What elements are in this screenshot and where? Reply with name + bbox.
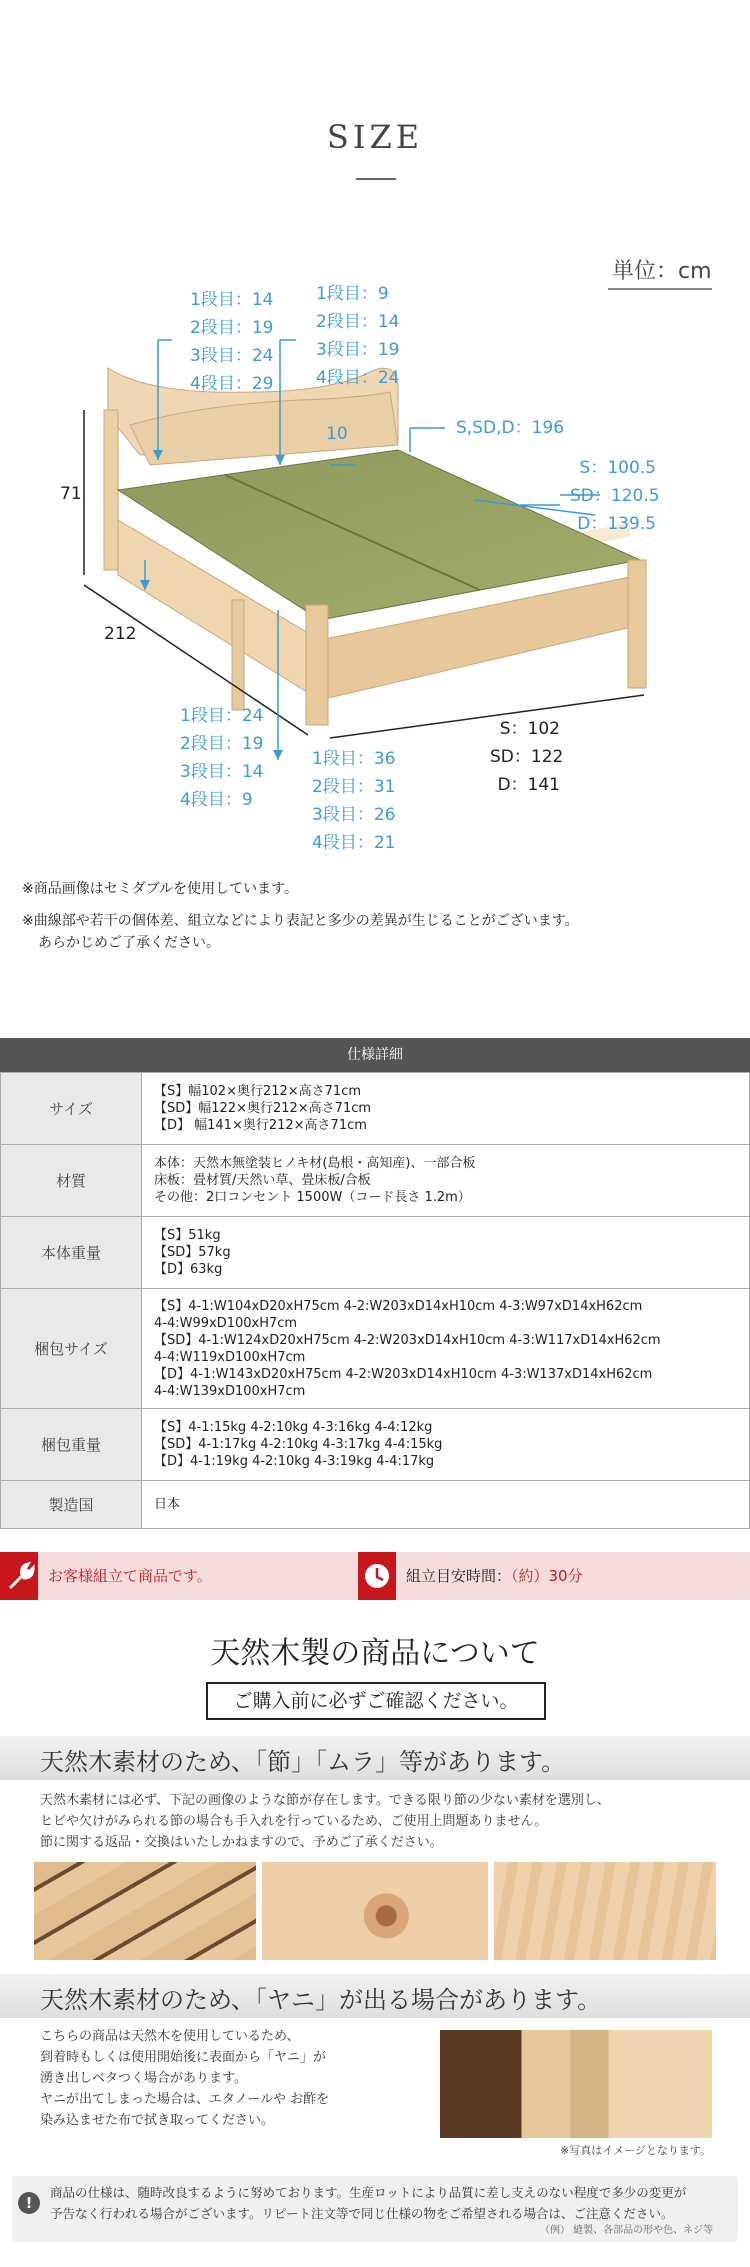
bed-post-rear-right xyxy=(232,600,244,710)
under-left-2: 2段目：19 xyxy=(180,734,264,754)
under-clearance-left xyxy=(180,702,263,814)
spec-label: 材質 xyxy=(1,1145,142,1217)
spec-row-package-weight xyxy=(1,1409,750,1481)
spec-row-package-size xyxy=(1,1289,750,1409)
width-inner xyxy=(570,454,660,538)
headboard-height-3: 3段目：24 xyxy=(190,346,274,366)
natural-wood-title: 天然木製の商品について xyxy=(210,1636,540,1671)
section-knots-band xyxy=(0,1736,750,1780)
bottom-note-line-2: 予告なく行われる場合がございます。リピート注文等で同じ仕様の物をご希望される場合は、ご注意ください。 xyxy=(50,2206,674,2221)
spec-table xyxy=(0,1072,750,1529)
shelf-height-3: 3段目：19 xyxy=(316,340,400,360)
assembly-required-text: お客様組立て商品です。 xyxy=(48,1567,212,1585)
wood-grain-photo-3 xyxy=(494,1862,716,1960)
bottom-note xyxy=(12,2176,738,2242)
bottom-note-caption: （例） 縫製、各部品の形や色、ネジ等 xyxy=(540,2225,714,2236)
confirm-before-purchase: ご購入前に必ずご確認ください。 xyxy=(206,1682,546,1720)
assembly-time-label: 組立目安時間： xyxy=(406,1567,512,1585)
spec-value: 日本 xyxy=(142,1481,750,1529)
headboard-height-4: 4段目：29 xyxy=(190,374,274,394)
note-semidouble: ※商品画像はセミダブルを使用しています。 xyxy=(22,881,299,897)
exclamation-icon: ! xyxy=(18,2192,40,2214)
spec-label: 梱包重量 xyxy=(1,1409,142,1481)
assembly-time-value: （約）30分 xyxy=(511,1567,583,1585)
unit-label: 単位：cm xyxy=(612,259,712,284)
under-right-2: 2段目：31 xyxy=(312,777,396,797)
section-knots-text: 天然木素材には必ず、下記の画像のような節が存在します。できる限り節の少ない素材を選別し、 ヒビや欠けがみられる節の場合も手入れを行っているため、ご使用上問題ありません。 節に関する返品・交換はいたしかねますので、予めご了承ください。 xyxy=(40,1793,610,1850)
wood-knot-photo-2 xyxy=(262,1862,488,1960)
spec-value: 【S】51kg 【SD】57kg 【D】63kg xyxy=(142,1217,750,1289)
spec-row-material xyxy=(1,1145,750,1217)
assembly-strip xyxy=(0,1552,750,1600)
spec-label: 本体重量 xyxy=(1,1217,142,1289)
spec-label: サイズ xyxy=(1,1073,142,1145)
under-left-3: 3段目：14 xyxy=(180,762,264,782)
under-right-4: 4段目：21 xyxy=(312,833,396,853)
under-left-1: 1段目：24 xyxy=(180,706,264,726)
spec-value: 【S】4-1:15kg 4-2:10kg 4-3:16kg 4-4:12kg 【SD】4-1:17kg 4-2:10kg 4-3:17kg 4-4:15kg 【D】4-1:19kg 4-2:10kg 4-3:19kg 4-4:17kg xyxy=(142,1409,750,1481)
resin-photo xyxy=(440,2030,712,2138)
wrench-icon xyxy=(0,1552,38,1600)
depth-total: 212 xyxy=(104,624,137,644)
headboard-heights xyxy=(190,286,273,398)
note-apology: あらかじめご了承ください。 xyxy=(38,935,220,951)
shelf-height-4: 4段目：24 xyxy=(316,368,400,388)
under-right-3: 3段目：26 xyxy=(312,805,396,825)
wood-knot-photo-1 xyxy=(34,1862,256,1960)
spec-header: 仕様詳細 xyxy=(0,1038,750,1072)
bed-post-left-rear xyxy=(104,410,118,570)
size-title: SIZE xyxy=(326,118,424,156)
shelf-height-2: 2段目：14 xyxy=(316,312,400,332)
section-resin-band xyxy=(0,1974,750,2018)
spec-value: 【S】4-1:W104xD20xH75cm 4-2:W203xD14xH10cm 4-3:W97xD14xH62cm 4-4:W99xD100xH7cm 【SD】4-1:W124xD20xH75cm 4-2:W203xD14xH10cm 4-3:W117xD14xH62cm 4-4:W119xD100xH7cm 【D】4-1:W143xD20xH75cm 4-2:W203xD14xH10cm 4-3:W137xD14xH62cm 4-4:W139xD100xH7cm xyxy=(142,1289,750,1409)
spec-row-weight xyxy=(1,1217,750,1289)
spec-row-country xyxy=(1,1481,750,1529)
bottom-note-line-1: 商品の仕様は、随時改良するように努めております。生産ロットにより品質に差し支えのない程度で多少の変更が xyxy=(50,2185,687,2200)
clock-icon xyxy=(358,1552,396,1600)
width-inner-d: D：139.5 xyxy=(577,514,656,534)
width-outer-s: S：102 xyxy=(499,719,560,739)
spec-value: 【S】幅102×奥行212×高さ71cm 【SD】幅122×奥行212×高さ71cm 【D】 幅141×奥行212×高さ71cm xyxy=(142,1073,750,1145)
section-knots-heading: 天然木素材のため、「節」「ムラ」等があります。 xyxy=(40,1748,566,1776)
under-right-1: 1段目：36 xyxy=(312,749,396,769)
image-note: ※写真はイメージとなります。 xyxy=(560,2144,712,2157)
shelf-heights xyxy=(316,280,399,392)
headboard-height-2: 2段目：19 xyxy=(190,318,274,338)
length-inner: S,SD,D：196 xyxy=(456,418,565,438)
shelf-height-1: 1段目：9 xyxy=(316,284,389,304)
width-outer-d: D：141 xyxy=(497,775,560,795)
under-left-4: 4段目：9 xyxy=(180,790,253,810)
spec-label: 製造国 xyxy=(1,1481,142,1529)
under-clearance-right xyxy=(312,745,395,857)
spec-label: 梱包サイズ xyxy=(1,1289,142,1409)
height-total: 71 xyxy=(60,484,82,504)
spec-value: 本体：天然木無塗装ヒノキ材(島根・高知産)、一部合板 床板：畳材質/天然い草、畳床板/合板 その他：2口コンセント 1500W（コード長さ 1.2m） xyxy=(142,1145,750,1217)
width-outer xyxy=(490,715,564,799)
bed-post-right-front xyxy=(628,560,646,688)
headboard-height-1: 1段目：14 xyxy=(190,290,274,310)
section-resin-heading: 天然木素材のため、「ヤニ」が出る場合があります。 xyxy=(40,1986,602,2014)
section-resin-text: こちらの商品は天然木を使用しているため、 到着時もしくは使用開始後に表面から「ヤニ」が 湧き出しベタつく場合があります。 ヤニが出てしまった場合は、エタノールや お酢を 染み込ませた布で拭き取ってください。 xyxy=(40,2029,330,2128)
note-variance: ※曲線部や若干の個体差、組立などにより表記と多少の差異が生じることがございます。 xyxy=(22,913,579,929)
spec-row-size xyxy=(1,1073,750,1145)
width-outer-sd: SD：122 xyxy=(490,747,564,767)
width-inner-s: S：100.5 xyxy=(579,458,656,478)
bed-post-left-front xyxy=(306,605,328,725)
shelf-depth: 10 xyxy=(326,424,348,444)
width-inner-sd: SD：120.5 xyxy=(570,486,660,506)
